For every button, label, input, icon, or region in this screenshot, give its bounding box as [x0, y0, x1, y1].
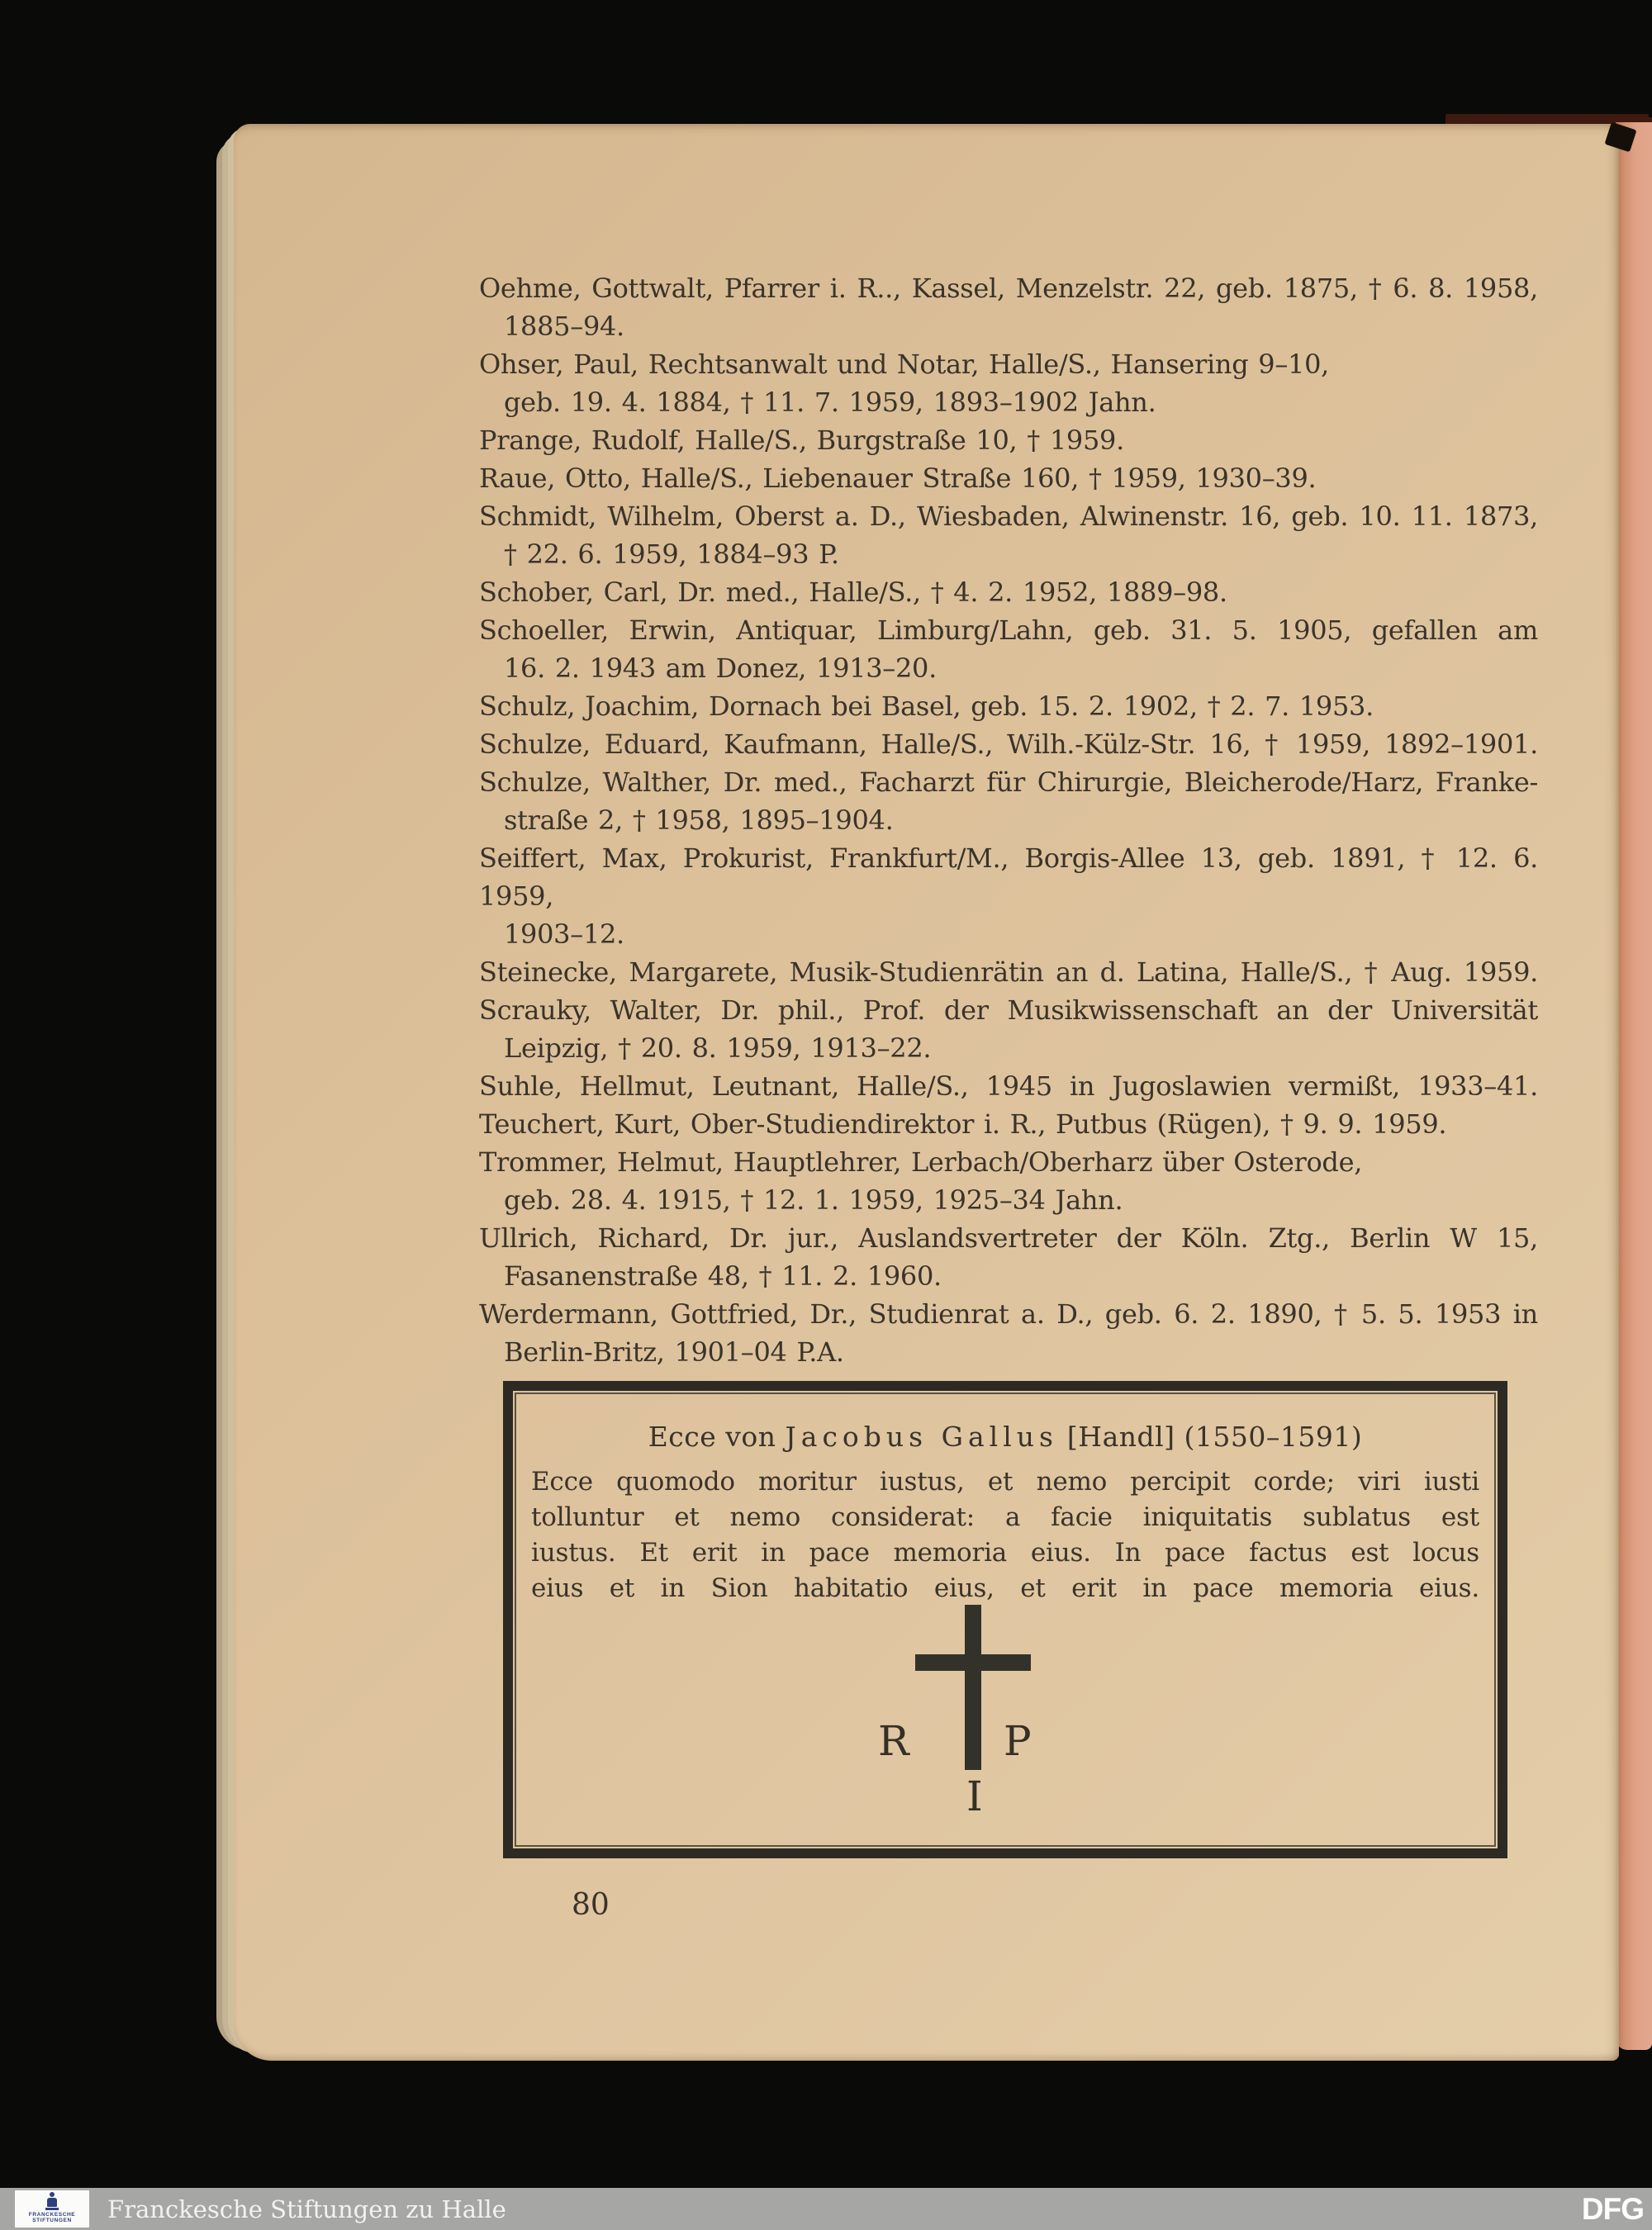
register-entry: [479, 269, 1538, 345]
logo-caption-line2: STIFTUNGEN: [32, 2218, 72, 2223]
register-entry-line: Scrauky, Walter, Dr. phil., Prof. der Musikwissenschaft an der Universität: [479, 994, 1538, 1026]
register-entry-line: Berlin-Britz, 1901–04 P.A.: [504, 1336, 844, 1368]
register-entry-line: Seiffert, Max, Prokurist, Frankfurt/M., Borgis-Allee 13, geb. 1891, † 12. 6. 1959,: [479, 842, 1538, 912]
register-entry-line: Steinecke, Margarete, Musik-Studienrätin an d. Latina, Halle/S., † Aug. 1959.: [479, 956, 1538, 988]
memorial-title-pre: Ecce von: [648, 1421, 786, 1453]
register-entry-line: Schulze, Walther, Dr. med., Facharzt für Chirurgie, Bleicherode/Harz, Franke-: [479, 766, 1538, 798]
register-entry: [479, 725, 1538, 763]
register-entry-line: Prange, Rudolf, Halle/S., Burgstraße 10, † 1959.: [479, 425, 1124, 456]
register-entry-line: Schmidt, Wilhelm, Oberst a. D., Wiesbaden, Alwinenstr. 16, geb. 10. 11. 1873,: [479, 501, 1538, 532]
cross-icon: [915, 1654, 1031, 1671]
register-entry: [479, 763, 1538, 839]
statue-icon: [45, 2192, 59, 2210]
memorial-text-line: Ecce quomodo moritur iustus, et nemo percipit corde; viri iusti: [531, 1467, 1479, 1497]
rip-letter-i: I: [966, 1772, 983, 1820]
register-entry: [479, 1067, 1538, 1105]
register-entry-line: Schober, Carl, Dr. med., Halle/S., † 4. 2. 1952, 1889–98.: [479, 576, 1227, 608]
logo-caption: [29, 2212, 75, 2223]
register-entry-line: Schulze, Eduard, Kaufmann, Halle/S., Wilh.-Külz-Str. 16, † 1959, 1892–1901.: [479, 728, 1538, 760]
register-entry: [479, 345, 1538, 421]
memorial-text-line: eius et in Sion habitatio eius, et erit in pace memoria eius.: [531, 1573, 1479, 1603]
register-entry: [479, 1143, 1538, 1219]
institution-name: Franckesche Stiftungen zu Halle: [107, 2194, 506, 2223]
register-entry: [479, 953, 1538, 991]
register-entry-line: Teuchert, Kurt, Ober-Studiendirektor i. R., Putbus (Rügen), † 9. 9. 1959.: [479, 1108, 1447, 1140]
franckesche-stiftungen-logo: [15, 2190, 89, 2228]
register-entry: [479, 1219, 1538, 1295]
viewer-footer-bar: [0, 2188, 1652, 2230]
memorial-latin-text: [513, 1464, 1498, 1606]
memorial-box: [503, 1381, 1507, 1858]
memorial-title-author: Jacobus Gallus: [785, 1421, 1058, 1453]
register-entry-line: Oehme, Gottwalt, Pfarrer i. R.., Kassel, Menzelstr. 22, geb. 1875, † 6. 8. 1958,: [479, 273, 1538, 304]
register-entry-line: Werdermann, Gottfried, Dr., Studienrat a. D., geb. 6. 2. 1890, † 5. 5. 1953 in: [479, 1298, 1538, 1330]
rip-letter-p: P: [1004, 1717, 1032, 1765]
register-entry-line: geb. 28. 4. 1915, † 12. 1. 1959, 1925–34 Jahn.: [504, 1184, 1123, 1216]
underlying-page-edge: [1616, 117, 1652, 2050]
register-entry: [479, 1105, 1538, 1143]
death-register-list: [479, 269, 1538, 1371]
register-entry-line: Fasanenstraße 48, † 11. 2. 1960.: [504, 1260, 942, 1292]
register-entry-line: Ohser, Paul, Rechtsanwalt und Notar, Halle/S., Hansering 9–10,: [479, 349, 1330, 380]
register-entry: [479, 497, 1538, 573]
page-number: 80: [572, 1888, 610, 1922]
register-entry-line: Trommer, Helmut, Hauptlehrer, Lerbach/Oberharz über Osterode,: [479, 1146, 1363, 1178]
book-page: [234, 124, 1619, 2061]
register-entry-line: 1903–12.: [504, 918, 624, 950]
cross-icon: [965, 1605, 981, 1770]
register-entry-line: Schoeller, Erwin, Antiquar, Limburg/Lahn, geb. 31. 5. 1905, gefallen am: [479, 614, 1538, 646]
register-entry: [479, 421, 1538, 459]
memorial-title-post: [Handl] (1550–1591): [1057, 1421, 1363, 1453]
register-entry-line: straße 2, † 1958, 1895–1904.: [504, 804, 894, 836]
register-entry-line: geb. 19. 4. 1884, † 11. 7. 1959, 1893–1902 Jahn.: [504, 387, 1156, 418]
register-entry: [479, 459, 1538, 497]
register-entry: [479, 1295, 1538, 1371]
register-entry: [479, 573, 1538, 611]
memorial-text-line: iustus. Et erit in pace memoria eius. In pace factus est locus: [531, 1538, 1479, 1568]
register-entry-line: 16. 2. 1943 am Donez, 1913–20.: [504, 652, 937, 684]
register-entry-line: Suhle, Hellmut, Leutnant, Halle/S., 1945 in Jugoslawien vermißt, 1933–41.: [479, 1070, 1538, 1102]
register-entry-line: Leipzig, † 20. 8. 1959, 1913–22.: [504, 1032, 932, 1064]
register-entry-line: Ullrich, Richard, Dr. jur., Auslandsvertreter der Köln. Ztg., Berlin W 15,: [479, 1222, 1538, 1254]
register-entry: [479, 611, 1538, 687]
dfg-logo: DFG: [1581, 2191, 1644, 2226]
register-entry-line: Schulz, Joachim, Dornach bei Basel, geb. 15. 2. 1902, † 2. 7. 1953.: [479, 690, 1374, 722]
rip-letter-r: R: [878, 1717, 909, 1765]
memorial-title: [513, 1421, 1498, 1453]
register-entry: [479, 687, 1538, 725]
register-entry-line: Raue, Otto, Halle/S., Liebenauer Straße 160, † 1959, 1930–39.: [479, 463, 1317, 494]
register-entry: [479, 991, 1538, 1067]
memorial-text-line: tolluntur et nemo considerat: a facie iniquitatis sublatus est: [531, 1502, 1479, 1532]
logo-caption-line1: FRANCKESCHE: [28, 2212, 76, 2218]
register-entry-line: † 22. 6. 1959, 1884–93 P.: [504, 539, 839, 570]
register-entry-line: 1885–94.: [504, 311, 624, 342]
register-entry: [479, 839, 1538, 953]
